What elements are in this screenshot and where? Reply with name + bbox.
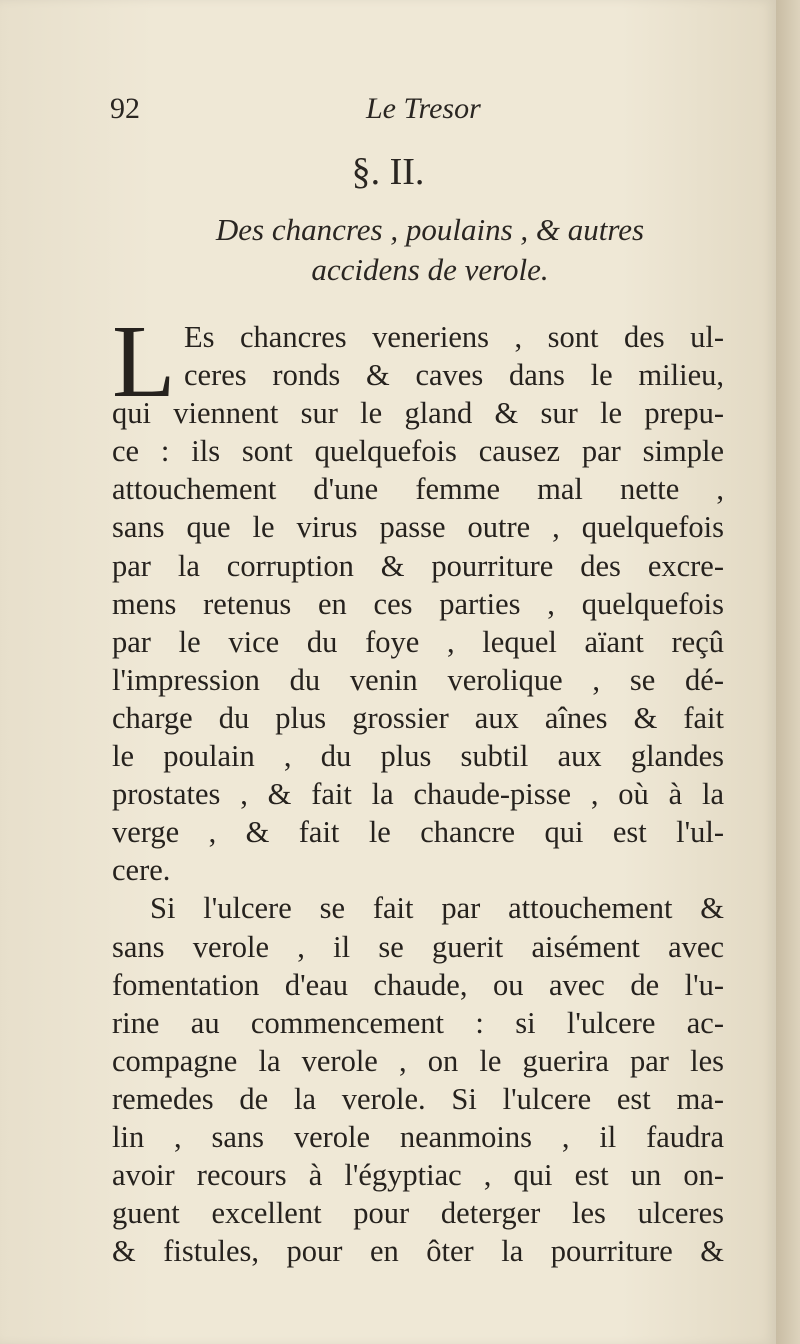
text-line: ceres ronds & caves dans le milieu,: [184, 358, 724, 393]
text-line: qui viennent sur le gland & sur le prepu-: [112, 396, 724, 431]
drop-cap: L: [112, 304, 176, 419]
text-line: lin , sans verole neanmoins , il faudra: [112, 1119, 724, 1154]
text-line: avoir recours à l'égyptiac , qui est un on-: [112, 1158, 724, 1193]
text-line: rine au commencement : si l'ulcere ac-: [112, 1005, 724, 1040]
text-line: ce : ils sont quelquefois causez par simple: [112, 434, 724, 469]
text-line: Es chancres veneriens , sont des ul-: [184, 320, 724, 354]
text-line: compagne la verole , on le guerira par les: [112, 1043, 724, 1078]
text-line: Si l'ulcere se fait par attouchement &: [150, 891, 724, 926]
text-line: guent excellent pour deterger les ulceres: [112, 1196, 724, 1231]
text-line: l'impression du venin verolique , se dé-: [112, 662, 724, 697]
text-line: sans verole , il se guerit aisément avec: [112, 929, 724, 964]
text-line: cere.: [112, 853, 171, 888]
text-line: sans que le virus passe outre , quelquefois: [112, 510, 724, 545]
section-number: §. II.: [351, 151, 425, 193]
section-title-line-2: accidens de verole.: [311, 252, 549, 287]
page-header: [0, 92, 776, 132]
text-line: mens retenus en ces parties , quelquefois: [112, 586, 724, 621]
text-line: remedes de la verole. Si l'ulcere est ma-: [112, 1081, 724, 1116]
text-line: prostates , & fait la chaude-pisse , où à la: [112, 777, 724, 812]
text-line: par la corruption & pourriture des excre-: [112, 548, 724, 583]
text-line: par le vice du foye , lequel aïant reçû: [112, 624, 724, 659]
text-line: verge , & fait le chancre qui est l'ul-: [112, 815, 724, 850]
text-line: le poulain , du plus subtil aux glandes: [112, 739, 724, 774]
body-text: [112, 304, 724, 1270]
page-number: 92: [110, 92, 140, 125]
text-line: attouchement d'une femme mal nette ,: [112, 472, 724, 507]
text-line: charge du plus grossier aux aînes & fait: [112, 700, 724, 735]
text-line: & fistules, pour en ôter la pourriture &: [112, 1234, 724, 1269]
section-title-line-1: Des chancres , poulains , & autres: [215, 212, 645, 247]
running-head: Le Tresor: [366, 92, 481, 125]
text-line: fomentation d'eau chaude, ou avec de l'u-: [112, 967, 724, 1002]
section-title: [150, 210, 710, 290]
page-edge: [776, 0, 800, 1344]
